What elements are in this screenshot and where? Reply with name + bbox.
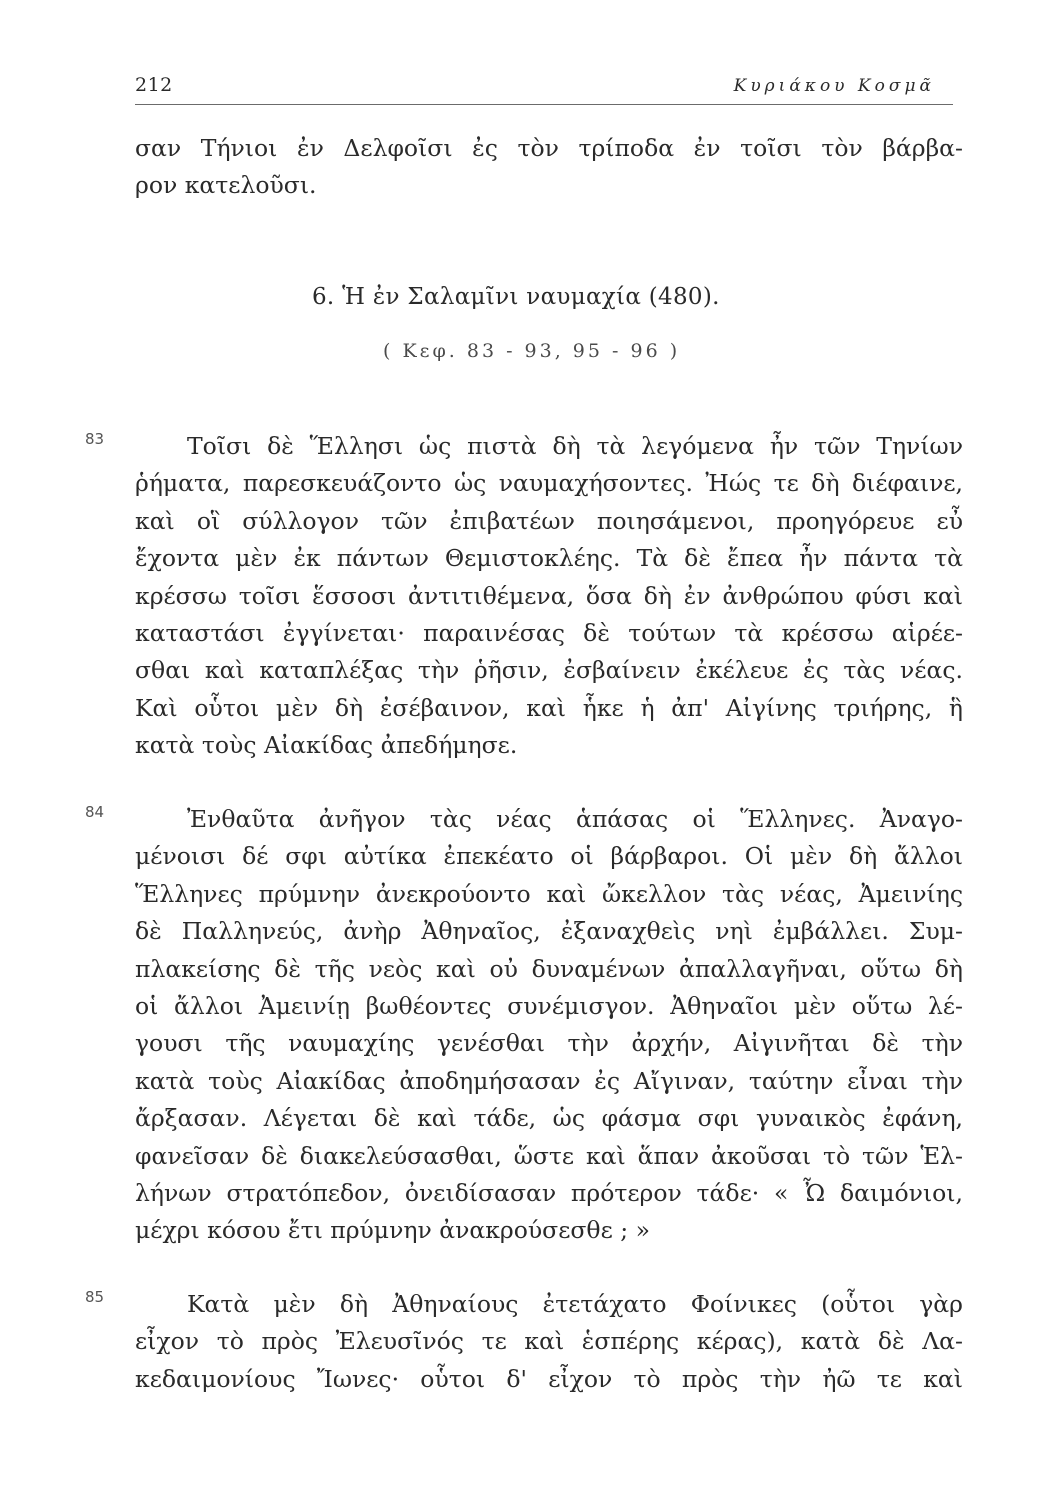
header-rule [135,104,953,105]
text-line: Τοῖσι δὲ Ἕλλησι ὡς πιστὰ δὴ τὰ λεγόμενα ἦν τῶν Τηνίων [187,432,963,460]
paragraph-85 [85,1286,963,1398]
paragraph-text [135,1286,963,1398]
text-line: οἱ ἄλλοι Ἀμεινίῃ βωθέοντες συνέμισγον. Ἀθηναῖοι μὲν οὕτω λέ- [135,992,963,1021]
text-line: Ἐνθαῦτα ἀνῆγον τὰς νέας ἁπάσας οἱ Ἕλληνες. Ἀναγο- [187,805,963,833]
text-line: σθαι καὶ καταπλέξας τὴν ῥῆσιν, ἐσβαίνειν ἐκέλευε ἐς τὰς νέας. [135,656,963,685]
text-line: Κατὰ μὲν δὴ Ἀθηναίους ἐτετάχατο Φοίνικες (οὗτοι γὰρ [187,1290,963,1318]
intro-text [135,130,963,205]
paragraph-text [135,428,963,765]
text-line: ρον κατελοῦσι. [135,171,317,200]
text-line: καὶ οἳ σύλλογον τῶν ἐπιβατέων ποιησάμενοι, προηγόρευε εὖ [135,506,963,535]
text-line: ἄρξασαν. Λέγεται δὲ καὶ τάδε, ὡς φάσμα σφι γυναικὸς ἐφάνη, [135,1104,963,1133]
paragraph-84 [85,801,963,1250]
paragraph-number: 83 [85,430,105,448]
paragraph-number: 84 [85,803,105,821]
text-line: φανεῖσαν δὲ διακελεύσασθαι, ὥστε καὶ ἅπαν ἀκοῦσαι τὸ τῶν Ἑλ- [135,1141,963,1170]
text-line: λήνων στρατόπεδον, ὀνειδίσασαν πρότερον τάδε· « Ὦ δαιμόνιοι, [135,1179,963,1208]
text-line: πλακείσης δὲ τῆς νεὸς καὶ οὐ δυναμένων ἀπαλλαγῆναι, οὕτω δὴ [135,954,963,983]
paragraph-number: 85 [85,1288,105,1306]
chapter-reference: ( Κεφ. 83 - 93, 95 - 96 ) [383,340,681,362]
text-line: ἔχοντα μὲν ἐκ πάντων Θεμιστοκλέης. Τὰ δὲ ἔπεα ἦν πάντα τὰ [135,544,963,573]
text-line: ῥήματα, παρεσκευάζοντο ὡς ναυμαχήσοντες. Ἠώς τε δὴ διέφαινε, [135,469,963,498]
paragraph-83 [85,428,963,765]
text-line: καταστάσι ἐγγίνεται· παραινέσας δὲ τούτων τὰ κρέσσω αἱρέε- [135,619,963,648]
running-title: Κυριάκου Κοσμᾶ [733,76,935,96]
text-line: Καὶ οὗτοι μὲν δὴ ἐσέβαινον, καὶ ἧκε ἡ ἀπ' Αἰγίνης τριήρης, ἣ [135,693,963,722]
text-line: κατὰ τοὺς Αἰακίδας ἀποδημήσασαν ἐς Αἴγιναν, ταύτην εἶναι τὴν [135,1066,963,1095]
text-line: κεδαιμονίους Ἴωνες· οὗτοι δ' εἶχον τὸ πρὸς τὴν ἠῶ τε καὶ [135,1364,963,1393]
text-line: κρέσσω τοῖσι ἕσσοσι ἀντιτιθέμενα, ὅσα δὴ ἐν ἀνθρώπου φύσι καὶ [135,581,963,610]
text-line: κατὰ τοὺς Αἰακίδας ἀπεδήμησε. [135,731,518,760]
page-number: 212 [135,74,173,96]
section-heading: 6. Ἡ ἐν Σαλαμῖνι ναυμαχία (480). [312,284,720,310]
text-line: μένοισι δέ σφι αὐτίκα ἐπεκέατο οἱ βάρβαροι. Οἱ μὲν δὴ ἄλλοι [135,842,963,871]
text-line: εἶχον τὸ πρὸς Ἐλευσῖνός τε καὶ ἑσπέρης κέρας), κατὰ δὲ Λα- [135,1327,963,1356]
text-line: σαν Τήνιοι ἐν Δελφοῖσι ἐς τὸν τρίποδα ἐν τοῖσι τὸν βάρβα- [135,134,963,162]
text-line: δὲ Παλληνεύς, ἀνὴρ Ἀθηναῖος, ἐξαναχθεὶς νηὶ ἐμβάλλει. Συμ- [135,917,963,946]
text-line: γουσι τῆς ναυμαχίης γενέσθαι τὴν ἀρχήν, Αἰγινῆται δὲ τὴν [135,1029,963,1058]
paragraph-text [135,801,963,1250]
text-line: Ἕλληνες πρύμνην ἀνεκρούοντο καὶ ὤκελλον τὰς νέας, Ἀμεινίης [135,879,963,908]
text-line: μέχρι κόσου ἔτι πρύμνην ἀνακρούσεσθε ; » [135,1216,650,1245]
